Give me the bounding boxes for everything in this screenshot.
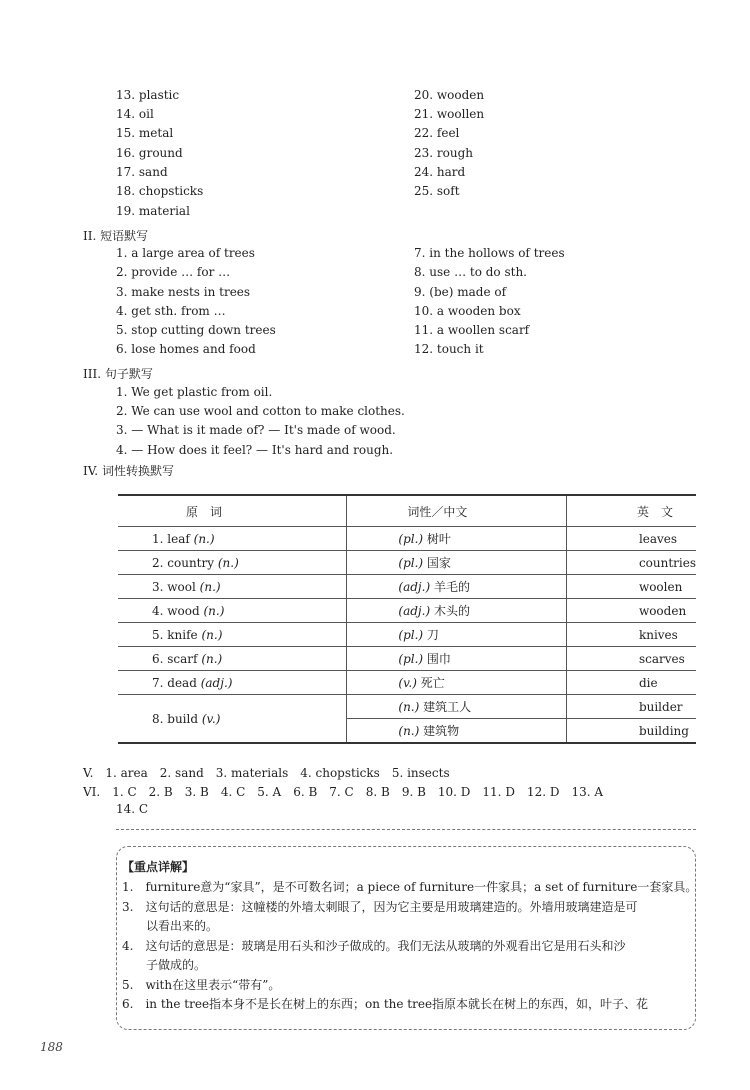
cell-word: 1. leaf (n.) [118, 527, 347, 551]
pos-tag: (n.) [201, 627, 223, 642]
answers-section-6: VI. 1. C 2. B 3. B 4. C 5. A 6. B 7. C 8. B 9. B 10. D 11. D 12. D 13. A [83, 785, 604, 799]
cell-english: countries [566, 551, 696, 575]
cell-word: 4. wood (n.) [118, 599, 347, 623]
sentence-item: 3. — What is it made of? — It's made of wood. [116, 423, 396, 437]
note-line: 6. in the tree指本身不是长在树上的东西；on the tree指原本就长在树上的东西，如，叶子、花 [122, 997, 649, 1011]
cell-conversion: (n.) 建筑物 [347, 719, 567, 744]
sentence-item: 2. We can use wool and cotton to make clothes. [116, 404, 405, 418]
table-row [118, 575, 696, 599]
cell-english: leaves [566, 527, 696, 551]
word-item: 18. chopsticks [116, 184, 204, 198]
notes-title: 【重点详解】 [122, 860, 195, 874]
pos-tag: (adj.) [398, 604, 431, 618]
note-line: 子做成的。 [122, 958, 207, 972]
table-row [118, 695, 696, 719]
pos-tag: (v.) [398, 676, 417, 690]
cell-word: 8. build (v.) [118, 695, 347, 744]
word-item: 24. hard [414, 165, 466, 179]
word-item: 23. rough [414, 146, 473, 160]
word-item: 19. material [116, 204, 190, 218]
word-item: 25. soft [414, 184, 460, 198]
cell-word: 6. scarf (n.) [118, 647, 347, 671]
answers-section-6-cont: 14. C [116, 802, 149, 816]
phrase-item: 11. a woollen scarf [414, 323, 530, 337]
section-heading-sentences: III. 句子默写 [83, 367, 153, 381]
cell-english: knives [566, 623, 696, 647]
divider [116, 829, 696, 830]
cell-english: scarves [566, 647, 696, 671]
section-heading-word-forms: IV. 词性转换默写 [83, 464, 174, 478]
word-item: 15. metal [116, 126, 174, 140]
pos-tag: (n.) [217, 555, 239, 570]
word-item: 22. feel [414, 126, 460, 140]
phrase-item: 1. a large area of trees [116, 246, 255, 260]
sentence-item: 1. We get plastic from oil. [116, 385, 273, 399]
pos-tag: (pl.) [398, 628, 424, 642]
cell-conversion: (adj.) 木头的 [347, 599, 567, 623]
table-row [118, 527, 696, 551]
phrase-item: 3. make nests in trees [116, 285, 251, 299]
sentence-item: 4. — How does it feel? — It's hard and rough. [116, 443, 394, 457]
table-row [118, 599, 696, 623]
pos-tag: (n.) [398, 700, 420, 714]
phrase-item: 2. provide … for … [116, 265, 231, 279]
cell-english: builder [566, 695, 696, 719]
cell-english: wooden [566, 599, 696, 623]
note-line: 5. with在这里表示“带有”。 [122, 978, 281, 992]
cell-conversion: (adj.) 羊毛的 [347, 575, 567, 599]
pos-tag: (adj.) [398, 580, 431, 594]
word-form-table [118, 494, 696, 744]
table-row [118, 623, 696, 647]
note-line: 以看出来的。 [122, 919, 219, 933]
pos-tag: (pl.) [398, 556, 424, 570]
note-line: 4. 这句话的意思是：玻璃是用石头和沙子做成的。我们无法从玻璃的外观看出它是用石头和沙 [122, 939, 626, 953]
cell-conversion: (n.) 建筑工人 [347, 695, 567, 719]
header-original-word: 原 词 [118, 495, 347, 527]
cell-conversion: (pl.) 树叶 [347, 527, 567, 551]
header-english: 英 文 [566, 495, 696, 527]
answers-section-5: V. 1. area 2. sand 3. materials 4. chopsticks 5. insects [83, 766, 450, 780]
phrase-item: 9. (be) made of [414, 285, 507, 299]
header-pos-chinese: 词性／中文 [347, 495, 567, 527]
word-item: 14. oil [116, 107, 154, 121]
pos-tag: (n.) [203, 603, 225, 618]
cell-word: 3. wool (n.) [118, 575, 347, 599]
word-item: 16. ground [116, 146, 183, 160]
cell-word: 7. dead (adj.) [118, 671, 347, 695]
word-item: 13. plastic [116, 88, 180, 102]
word-item: 17. sand [116, 165, 168, 179]
page-number: 188 [40, 1040, 63, 1054]
pos-tag: (pl.) [398, 652, 424, 666]
pos-tag: (n.) [193, 531, 215, 546]
cell-conversion: (pl.) 刀 [347, 623, 567, 647]
table-row [118, 551, 696, 575]
section-heading-phrases: II. 短语默写 [83, 229, 149, 243]
word-item: 21. woollen [414, 107, 485, 121]
pos-tag: (pl.) [398, 532, 424, 546]
phrase-item: 5. stop cutting down trees [116, 323, 276, 337]
phrase-item: 4. get sth. from … [116, 304, 226, 318]
pos-tag: (n.) [199, 579, 221, 594]
cell-conversion: (v.) 死亡 [347, 671, 567, 695]
pos-tag: (n.) [201, 651, 223, 666]
phrase-item: 10. a wooden box [414, 304, 521, 318]
table-header-row [118, 495, 696, 527]
cell-word: 5. knife (n.) [118, 623, 347, 647]
note-line: 3. 这句话的意思是：这幢楼的外墙太刺眼了，因为它主要是用玻璃建造的。外墙用玻璃建造是可 [122, 900, 638, 914]
cell-conversion: (pl.) 国家 [347, 551, 567, 575]
table-row [118, 647, 696, 671]
phrase-item: 12. touch it [414, 342, 484, 356]
phrase-item: 8. use … to do sth. [414, 265, 527, 279]
cell-english: woolen [566, 575, 696, 599]
phrase-item: 7. in the hollows of trees [414, 246, 565, 260]
cell-english: building [566, 719, 696, 744]
pos-tag: (n.) [398, 724, 420, 738]
table-row [118, 671, 696, 695]
cell-english: die [566, 671, 696, 695]
word-item: 20. wooden [414, 88, 485, 102]
cell-conversion: (pl.) 围巾 [347, 647, 567, 671]
pos-tag: (adj.) [200, 675, 233, 690]
note-line: 1. furniture意为“家具”，是不可数名词；a piece of furniture一件家具；a set of furniture一套家具。 [122, 880, 698, 894]
phrase-item: 6. lose homes and food [116, 342, 256, 356]
cell-word: 2. country (n.) [118, 551, 347, 575]
pos-tag: (v.) [201, 711, 221, 726]
